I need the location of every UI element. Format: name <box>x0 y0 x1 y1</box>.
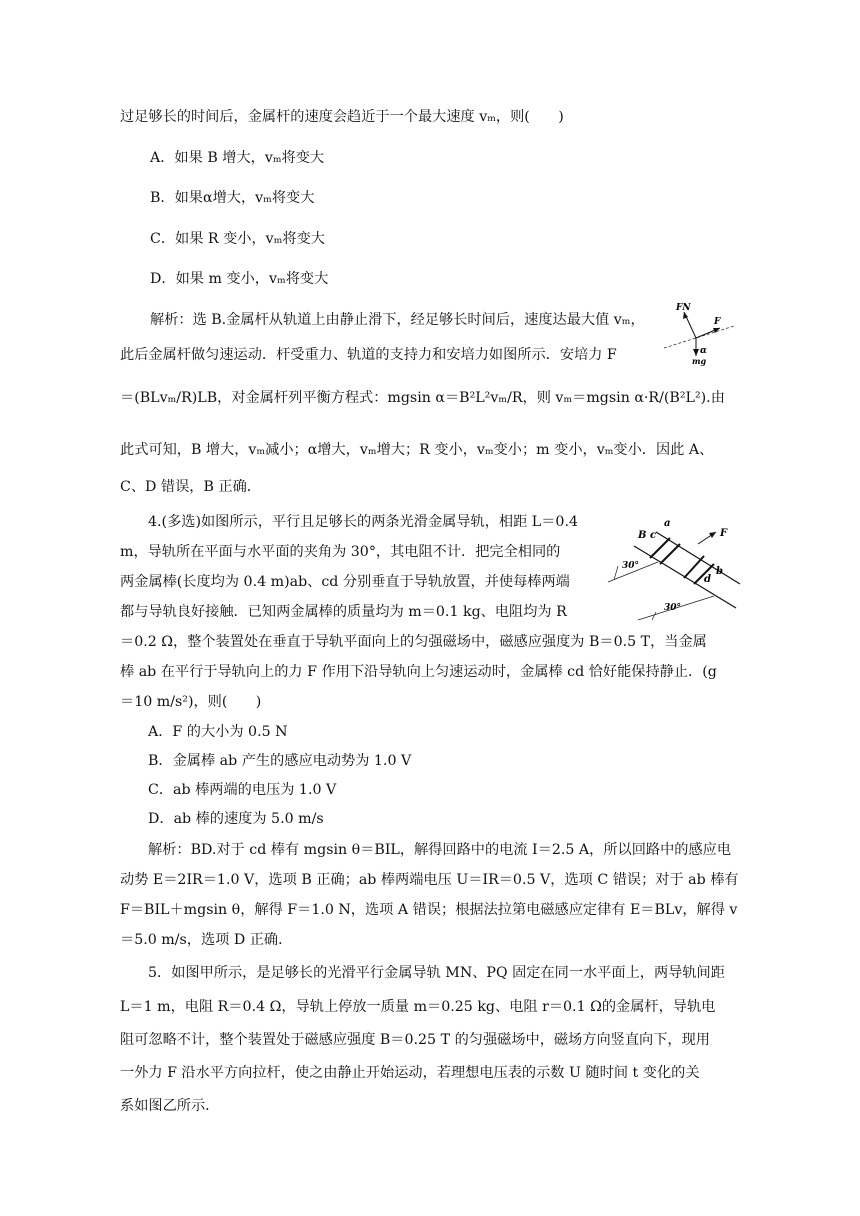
q5-stem-line-3: 阻可忽略不计，整个装置处于磁感应强度 B＝0.25 T 的匀强磁场中，磁场方向竖直向下，现用 <box>120 1032 710 1048</box>
q3-analysis-line-5: C、D 错误，B 正确． <box>120 479 261 495</box>
q4-stem-line-6: 棒 ab 在平行于导轨向上的力 F 作用下沿导轨向上匀速运动时，金属棒 cd 恰好能保持静止．(g <box>120 664 717 680</box>
rail-label-d: d <box>704 574 711 585</box>
angle-label-bottom: 30° <box>664 603 682 613</box>
q3-option-b: B．如果α增大，vₘ将变大 <box>150 190 315 206</box>
q5-stem-line-1: 5．如图甲所示，是足够长的光滑平行金属导轨 MN、PQ 固定在同一水平面上，两导轨间距 <box>148 965 725 981</box>
rails-diagram <box>604 510 744 622</box>
q4-option-b: B．金属棒 ab 产生的感应电动势为 1.0 V <box>148 753 412 769</box>
mg-label: mg <box>692 356 707 366</box>
rail-label-F: F <box>720 528 728 539</box>
q4-stem-line-5: ＝0.2 Ω，整个装置处在垂直于导轨平面向上的匀强磁场中，磁感应强度为 B＝0.5 T，当金属 <box>120 634 707 650</box>
q4-stem-line-3: 两金属棒(长度均为 0.4 m)ab、cd 分别垂直于导轨放置，并使每棒两端 <box>120 574 570 590</box>
angle-label-top: 30° <box>622 561 640 571</box>
q5-stem-line-4: 一外力 F 沿水平方向拉杆，使之由静止开始运动，若理想电压表的示数 U 随时间 t 变化的关 <box>120 1065 700 1081</box>
f-label: F <box>714 317 721 327</box>
q4-option-d: D．ab 棒的速度为 5.0 m/s <box>148 811 324 827</box>
q3-analysis-line-3: ＝(BLvₘ/R)LB，对金属杆列平衡方程式：mgsin α＝B²L²vₘ/R，则 vₘ＝mgsin α·R/(B²L²).由 <box>120 390 725 406</box>
force-diagram <box>662 296 736 366</box>
q3-option-c: C．如果 R 变小，vₘ将变大 <box>150 231 325 247</box>
q4-stem-line-4: 都与导轨良好接触．已知两金属棒的质量均为 m＝0.1 kg、电阻均为 R <box>120 604 567 620</box>
q4-option-a: A．F 的大小为 0.5 N <box>148 724 288 740</box>
q3-analysis-line-2: 此后金属杆做匀速运动．杆受重力、轨道的支持力和安培力如图所示．安培力 F <box>120 347 617 363</box>
rail-label-a: a <box>664 518 671 529</box>
q5-stem-line-2: L＝1 m，电阻 R＝0.4 Ω，导轨上停放一质量 m＝0.25 kg、电阻 r＝0.1 Ω的金属杆，导轨电 <box>120 999 716 1015</box>
q3-analysis-line-4: 此式可知，B 增大，vₘ减小；α增大，vₘ增大；R 变小，vₘ变小；m 变小，vₘ变小．因此 A、 <box>120 442 714 458</box>
rail-label-c: c <box>650 530 657 541</box>
q3-option-d: D．如果 m 变小，vₘ将变大 <box>150 271 329 287</box>
rail-label-b: b <box>716 566 723 577</box>
q5-stem-line-5: 系如图乙所示． <box>120 1098 220 1114</box>
q4-analysis-line-1: 解析：BD.对于 cd 棒有 mgsin θ＝BIL，解得回路中的电流 I＝2.5 A，所以回路中的感应电 <box>148 842 732 858</box>
q4-stem-line-7: ＝10 m/s²)，则( ) <box>120 694 262 710</box>
q4-option-c: C．ab 棒两端的电压为 1.0 V <box>148 782 337 798</box>
q3-option-a: A．如果 B 增大，vₘ将变大 <box>150 150 325 166</box>
alpha-label: α <box>700 346 707 356</box>
q4-analysis-line-4: ＝5.0 m/s，选项 D 正确． <box>120 932 293 948</box>
q4-analysis-line-2: 动势 E＝2IR＝1.0 V，选项 B 正确；ab 棒两端电压 U＝IR＝0.5 V，选项 C 错误；对于 ab 棒有 <box>120 872 739 888</box>
q4-analysis-line-3: F＝BIL＋mgsin θ，解得 F＝1.0 N，选项 A 错误；根据法拉第电磁感应定律有 E＝BLv，解得 v <box>120 902 738 918</box>
q4-stem-line-2: m，导轨所在平面与水平面的夹角为 30°，其电阻不计．把完全相同的 <box>120 544 561 560</box>
rail-label-B: B <box>638 530 647 541</box>
fn-label: FN <box>676 303 691 313</box>
q3-stem-end: 过足够长的时间后，金属杆的速度会趋近于一个最大速度 vₘ，则( ) <box>120 109 564 125</box>
q4-stem-line-1: 4.(多选)如图所示，平行且足够长的两条光滑金属导轨，相距 L＝0.4 <box>148 514 578 530</box>
q3-analysis-line-1: 解析：选 B.金属杆从轨道上由静止滑下，经足够长时间后，速度达最大值 vₘ， <box>150 312 645 328</box>
